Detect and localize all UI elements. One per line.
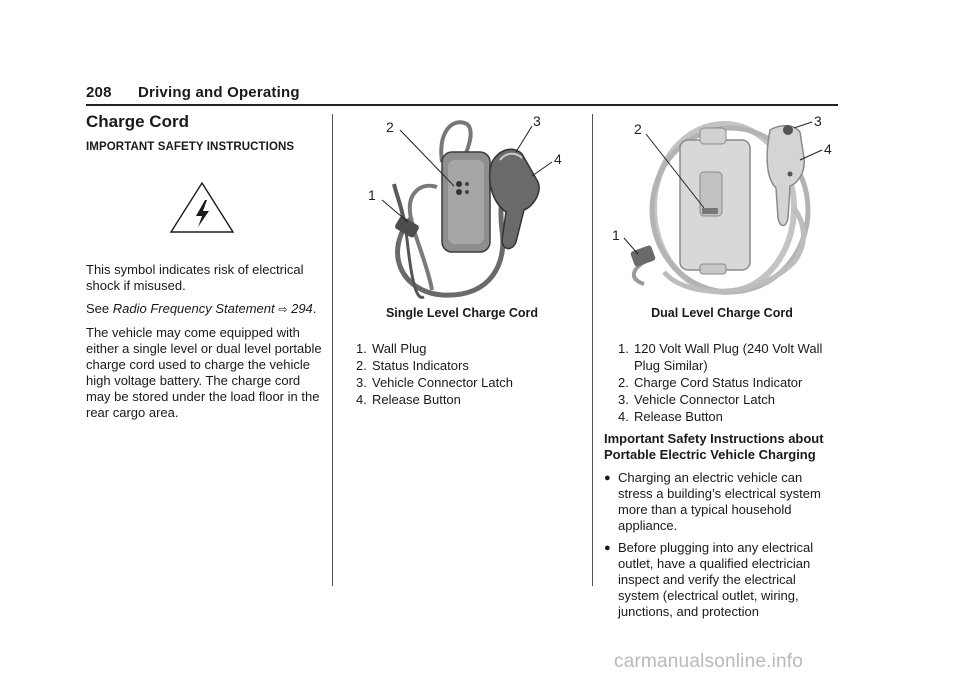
dual-level-parts-list [604, 340, 838, 425]
left-column [86, 112, 322, 154]
dual-level-caption: Dual Level Charge Cord [651, 306, 793, 320]
dual-level-charge-cord-illustration [604, 112, 840, 302]
reference-page[interactable]: 294 [291, 301, 313, 316]
charge-cord-description: The vehicle may come equipped with either a single level or dual level portable charge cord used to charge the vehicle high voltage battery. The charge cord may be stored under the load floor in the rear cargo area. [86, 325, 322, 420]
list-item: 4. Release Button [356, 392, 461, 407]
column-divider-1 [332, 114, 333, 586]
list-item: 1. 120 Volt Wall Plug (240 Volt Wall Plug Similar) [618, 341, 823, 373]
warning-symbol-wrap [86, 180, 320, 236]
portable-charging-heading: Important Safety Instructions about Portable Electric Vehicle Charging [604, 431, 824, 462]
single-level-charge-cord-illustration [342, 112, 582, 302]
callout-1: 1 [368, 187, 376, 203]
header-divider [86, 104, 838, 106]
callout-2: 2 [634, 121, 642, 137]
page-number: 208 [86, 84, 112, 101]
list-item: 2. Charge Cord Status Indicator [618, 375, 803, 390]
single-level-caption: Single Level Charge Cord [385, 306, 539, 320]
safety-instructions-heading: IMPORTANT SAFETY INSTRUCTIONS [86, 141, 295, 153]
right-legend [604, 340, 838, 626]
electrical-shock-warning-icon [86, 180, 320, 236]
bullet-icon: ● [604, 472, 611, 484]
list-item: 3. Vehicle Connector Latch [356, 375, 513, 390]
callout-2: 2 [386, 119, 394, 135]
callout-3: 3 [814, 113, 822, 129]
list-item: 1. Wall Plug [356, 341, 427, 356]
watermark: carmanualsonline.info [614, 651, 804, 672]
callout-3: 3 [533, 113, 541, 129]
bullet-icon: ● [604, 542, 611, 554]
section-heading: Charge Cord [86, 112, 189, 131]
list-item: 3. Vehicle Connector Latch [618, 392, 775, 407]
list-item: ● Before plugging into any electrical outlet, have a qualified electrician inspect and verify the electrical system (electrical outlet, wiring, junctions, and protection [604, 540, 814, 619]
see-reference: See Radio Frequency Statement ⇨ 294. [86, 301, 317, 316]
page-arrow-icon: ⇨ [278, 303, 288, 316]
reference-link[interactable]: Radio Frequency Statement [112, 301, 275, 316]
symbol-description: This symbol indicates risk of electrical shock if misused. [86, 262, 304, 293]
column-divider-2 [592, 114, 593, 586]
left-body [86, 262, 322, 428]
middle-legend [356, 340, 582, 408]
callout-4: 4 [554, 151, 562, 167]
page-header [86, 84, 838, 104]
single-level-parts-list [356, 340, 582, 408]
safety-bullets [604, 470, 838, 620]
list-item: 4. Release Button [618, 409, 723, 424]
callout-4: 4 [824, 141, 832, 157]
section-title: Driving and Operating [138, 84, 300, 101]
list-item: ● Charging an electric vehicle can stress a building’s electrical system more than a typical household appliance. [604, 470, 821, 533]
callout-1: 1 [612, 227, 620, 243]
list-item: 2. Status Indicators [356, 358, 469, 373]
